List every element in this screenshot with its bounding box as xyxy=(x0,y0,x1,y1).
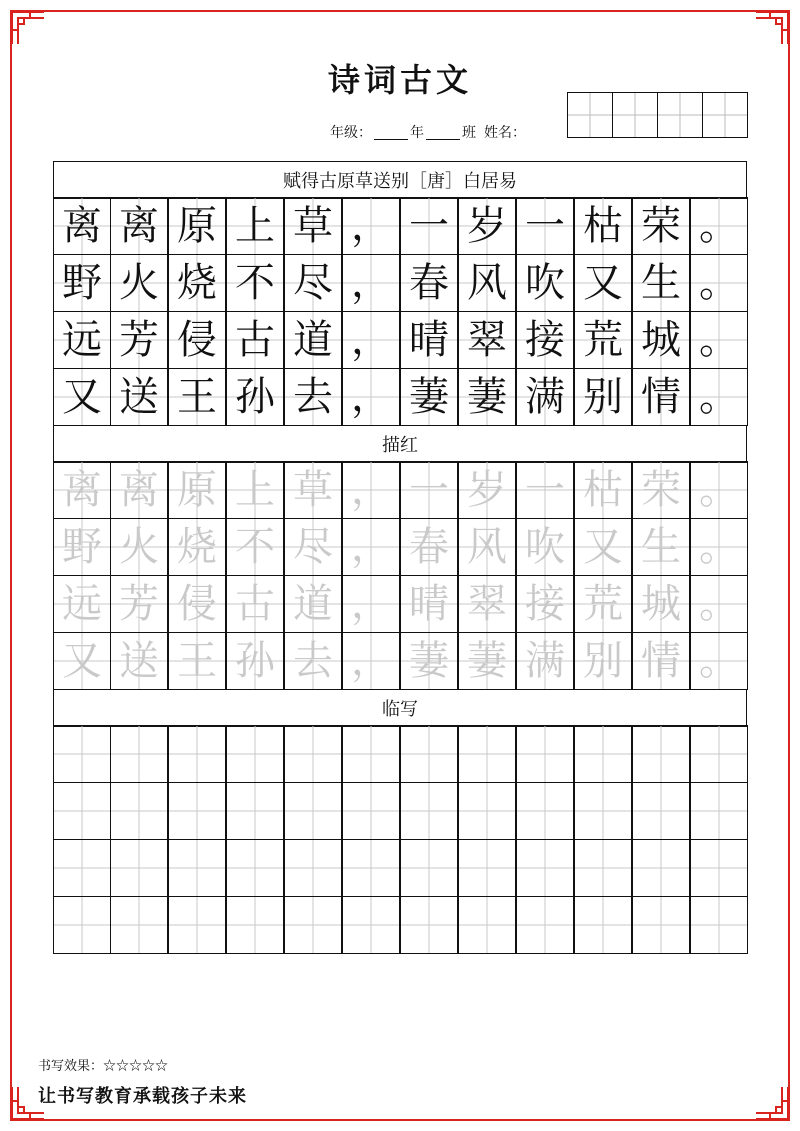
trace-cell: 情 xyxy=(632,632,690,690)
trace-cell: 。 xyxy=(690,518,748,576)
copy-cell[interactable] xyxy=(168,725,226,783)
slogan: 让书写教育承载孩子未来 xyxy=(38,1086,247,1107)
copy-cell[interactable] xyxy=(110,839,168,897)
copy-cell[interactable] xyxy=(226,839,284,897)
name-box[interactable] xyxy=(657,92,703,138)
trace-cell: 春 xyxy=(400,518,458,576)
trace-cell: 道 xyxy=(284,575,342,633)
year-label: 年 xyxy=(410,125,424,141)
trace-cell: 萋 xyxy=(458,632,516,690)
corner-ornament-icon xyxy=(10,10,46,46)
copy-cell[interactable] xyxy=(690,896,748,954)
class-blank[interactable] xyxy=(426,125,460,140)
name-writing-boxes xyxy=(568,92,748,138)
poem-cell: 萋 xyxy=(400,368,458,426)
poem-cell: 风 xyxy=(458,254,516,312)
copy-cell[interactable] xyxy=(53,839,111,897)
poem-cell: 一 xyxy=(400,197,458,255)
poem-cell: 又 xyxy=(574,254,632,312)
poem-cell: 枯 xyxy=(574,197,632,255)
poem-cell: 晴 xyxy=(400,311,458,369)
poem-cell: 古 xyxy=(226,311,284,369)
trace-cell: 又 xyxy=(574,518,632,576)
copy-cell[interactable] xyxy=(516,725,574,783)
poem-cell: 上 xyxy=(226,197,284,255)
copy-cell[interactable] xyxy=(690,839,748,897)
poem-cell: 生 xyxy=(632,254,690,312)
poem-cell: 翠 xyxy=(458,311,516,369)
trace-cell: 去 xyxy=(284,632,342,690)
trace-cell: 不 xyxy=(226,518,284,576)
poem-cell: ， xyxy=(342,254,400,312)
poem-cell: 。 xyxy=(690,368,748,426)
copy-cell[interactable] xyxy=(226,896,284,954)
trace-cell: 。 xyxy=(690,632,748,690)
copy-cell[interactable] xyxy=(53,782,111,840)
trace-cell: 荒 xyxy=(574,575,632,633)
grade-blank[interactable] xyxy=(374,125,408,140)
copy-cell[interactable] xyxy=(342,725,400,783)
trace-cell: 离 xyxy=(53,461,111,519)
poem-cell: 侵 xyxy=(168,311,226,369)
poem-header: 赋得古原草送别［唐］白居易 xyxy=(53,161,747,199)
copy-cell[interactable] xyxy=(632,725,690,783)
copy-cell[interactable] xyxy=(574,896,632,954)
copy-cell[interactable] xyxy=(458,839,516,897)
trace-cell: 古 xyxy=(226,575,284,633)
poem-cell: 送 xyxy=(110,368,168,426)
trace-cell: 。 xyxy=(690,461,748,519)
trace-cell: 岁 xyxy=(458,461,516,519)
rating-label: 书写效果：☆☆☆☆☆ xyxy=(38,1059,169,1074)
trace-cell: 风 xyxy=(458,518,516,576)
poem-cell: 岁 xyxy=(458,197,516,255)
name-box[interactable] xyxy=(612,92,658,138)
trace-cell: 上 xyxy=(226,461,284,519)
copy-cell[interactable] xyxy=(284,839,342,897)
trace-cell: 离 xyxy=(110,461,168,519)
copy-cell[interactable] xyxy=(400,896,458,954)
trace-cell: 野 xyxy=(53,518,111,576)
trace-cell: 别 xyxy=(574,632,632,690)
poem-cell: 烧 xyxy=(168,254,226,312)
poem-cell: 离 xyxy=(53,197,111,255)
poem-cell: 道 xyxy=(284,311,342,369)
trace-cell: 原 xyxy=(168,461,226,519)
poem-cell: 情 xyxy=(632,368,690,426)
trace-cell: 晴 xyxy=(400,575,458,633)
poem-cell: 又 xyxy=(53,368,111,426)
poem-cell: 不 xyxy=(226,254,284,312)
copy-cell[interactable] xyxy=(400,782,458,840)
poem-cell: 荒 xyxy=(574,311,632,369)
poem-cell: 。 xyxy=(690,311,748,369)
copy-cell[interactable] xyxy=(458,896,516,954)
trace-cell: ， xyxy=(342,518,400,576)
copy-cell[interactable] xyxy=(53,725,111,783)
copy-cell[interactable] xyxy=(342,839,400,897)
trace-cell: 吹 xyxy=(516,518,574,576)
poem-cell: 去 xyxy=(284,368,342,426)
copy-cell[interactable] xyxy=(458,782,516,840)
poem-cell: 别 xyxy=(574,368,632,426)
copy-cell[interactable] xyxy=(110,725,168,783)
poem-cell: 。 xyxy=(690,197,748,255)
copy-cell[interactable] xyxy=(516,839,574,897)
copy-cell[interactable] xyxy=(458,725,516,783)
trace-cell: 又 xyxy=(53,632,111,690)
copy-cell[interactable] xyxy=(110,782,168,840)
poem-cell: 离 xyxy=(110,197,168,255)
name-box[interactable] xyxy=(702,92,748,138)
copy-cell[interactable] xyxy=(400,725,458,783)
practice-sheet xyxy=(53,161,747,954)
trace-cell: 接 xyxy=(516,575,574,633)
poem-cell: 萋 xyxy=(458,368,516,426)
copy-cell[interactable] xyxy=(53,896,111,954)
trace-cell: 翠 xyxy=(458,575,516,633)
poem-cell: 吹 xyxy=(516,254,574,312)
poem-cell: 城 xyxy=(632,311,690,369)
trace-cell: 荣 xyxy=(632,461,690,519)
trace-cell: 侵 xyxy=(168,575,226,633)
poem-cell: 春 xyxy=(400,254,458,312)
poem-cell: 草 xyxy=(284,197,342,255)
trace-grid xyxy=(53,462,747,690)
trace-cell: ， xyxy=(342,575,400,633)
class-label: 班 xyxy=(462,125,476,141)
poem-cell: 荣 xyxy=(632,197,690,255)
trace-cell: 一 xyxy=(400,461,458,519)
copy-cell[interactable] xyxy=(574,782,632,840)
copy-cell[interactable] xyxy=(226,782,284,840)
trace-cell: 尽 xyxy=(284,518,342,576)
trace-header: 描红 xyxy=(53,425,747,463)
poem-cell: 尽 xyxy=(284,254,342,312)
copy-cell[interactable] xyxy=(168,839,226,897)
copy-cell[interactable] xyxy=(342,782,400,840)
copy-cell[interactable] xyxy=(574,725,632,783)
copy-cell[interactable] xyxy=(168,782,226,840)
trace-cell: 生 xyxy=(632,518,690,576)
corner-ornament-icon xyxy=(754,10,790,46)
poem-cell: ， xyxy=(342,311,400,369)
poem-cell: 孙 xyxy=(226,368,284,426)
student-info-line xyxy=(330,122,526,142)
trace-cell: 王 xyxy=(168,632,226,690)
copy-cell[interactable] xyxy=(690,782,748,840)
corner-ornament-icon xyxy=(754,1085,790,1121)
poem-grid xyxy=(53,198,747,426)
poem-cell: ， xyxy=(342,197,400,255)
trace-cell: 城 xyxy=(632,575,690,633)
poem-cell: 野 xyxy=(53,254,111,312)
copy-cell[interactable] xyxy=(284,782,342,840)
name-box[interactable] xyxy=(567,92,613,138)
poem-cell: 远 xyxy=(53,311,111,369)
trace-cell: 芳 xyxy=(110,575,168,633)
trace-cell: 。 xyxy=(690,575,748,633)
copy-cell[interactable] xyxy=(400,839,458,897)
copy-cell[interactable] xyxy=(690,725,748,783)
trace-cell: ， xyxy=(342,632,400,690)
poem-cell: 一 xyxy=(516,197,574,255)
copy-cell[interactable] xyxy=(632,782,690,840)
trace-cell: 烧 xyxy=(168,518,226,576)
name-label: 姓名： xyxy=(484,125,526,141)
trace-cell: 萋 xyxy=(400,632,458,690)
copy-cell[interactable] xyxy=(284,896,342,954)
trace-cell: 送 xyxy=(110,632,168,690)
trace-cell: 远 xyxy=(53,575,111,633)
copy-cell[interactable] xyxy=(516,896,574,954)
copy-cell[interactable] xyxy=(284,725,342,783)
copy-cell[interactable] xyxy=(516,782,574,840)
grade-label: 年级： xyxy=(330,125,372,141)
poem-cell: 原 xyxy=(168,197,226,255)
poem-cell: 芳 xyxy=(110,311,168,369)
trace-cell: 枯 xyxy=(574,461,632,519)
trace-cell: 孙 xyxy=(226,632,284,690)
poem-cell: 满 xyxy=(516,368,574,426)
trace-cell: 满 xyxy=(516,632,574,690)
trace-cell: 草 xyxy=(284,461,342,519)
poem-cell: 王 xyxy=(168,368,226,426)
copy-cell[interactable] xyxy=(632,839,690,897)
copy-cell[interactable] xyxy=(632,896,690,954)
copy-header: 临写 xyxy=(53,689,747,727)
page-title: 诗词古文 xyxy=(327,61,472,99)
copy-cell[interactable] xyxy=(226,725,284,783)
copy-cell[interactable] xyxy=(342,896,400,954)
poem-cell: 火 xyxy=(110,254,168,312)
poem-cell: ， xyxy=(342,368,400,426)
copy-cell[interactable] xyxy=(574,839,632,897)
poem-cell: 。 xyxy=(690,254,748,312)
copy-grid xyxy=(53,726,747,954)
poem-cell: 接 xyxy=(516,311,574,369)
copy-cell[interactable] xyxy=(168,896,226,954)
copy-cell[interactable] xyxy=(110,896,168,954)
trace-cell: 一 xyxy=(516,461,574,519)
trace-cell: 火 xyxy=(110,518,168,576)
trace-cell: ， xyxy=(342,461,400,519)
